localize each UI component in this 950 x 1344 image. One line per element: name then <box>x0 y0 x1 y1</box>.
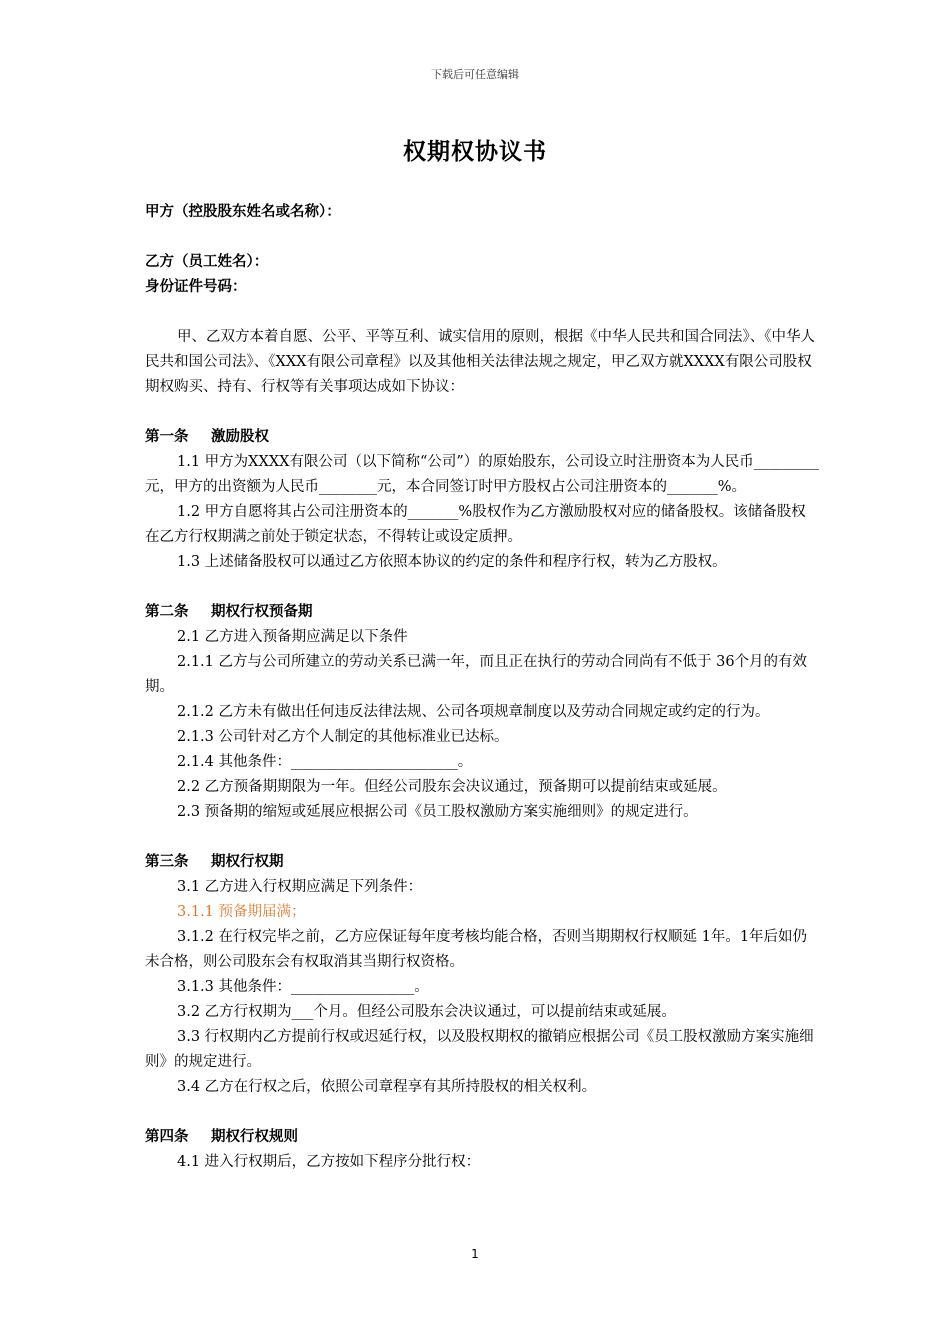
article-heading <box>145 1125 820 1150</box>
document-title: 权期权协议书 <box>403 139 547 165</box>
clause: 3.1.2 在行权完毕之前，乙方应保证每年度考核均能合格，否则当期期权行权顺延 1年。1年后如仍未合格，则公司股东会有权取消其当期行权资格。 <box>145 929 808 970</box>
clause: 2.1.1 乙方与公司所建立的劳动关系已满一年，而且正在执行的劳动合同尚有不低于 36个月的有效期。 <box>145 654 808 695</box>
clause: 2.1.3 公司针对乙方个人制定的其他标准业已达标。 <box>177 729 509 745</box>
article-heading <box>145 600 820 625</box>
clause: 3.4 乙方在行权之后，依照公司章程享有其所持股权的相关权利。 <box>177 1079 597 1095</box>
article-number: 第四条 <box>145 1129 189 1145</box>
preamble: 甲、乙双方本着自愿、公平、平等互利、诚实信用的原则，根据《中华人民共和国合同法》、《中华人民共和国公司法》、《XXX有限公司章程》以及其他相关法律法规之规定，甲乙双方就XXXX有限公司股权期权购买、持有、行权等有关事项达成如下协议： <box>145 329 815 395</box>
header-note: 下载后可任意编辑 <box>431 68 519 81</box>
party-b-label: 乙方（员工姓名）： <box>145 254 269 270</box>
article-heading <box>145 850 820 875</box>
document-body <box>145 200 820 1175</box>
clause: 3.3 行权期内乙方提前行权或迟延行权，以及股权期权的撤销应根据公司《员工股权激励方案实施细则》的规定进行。 <box>145 1029 814 1070</box>
clause: 1.1 甲方为XXXX有限公司（以下简称“公司”）的原始股东，公司设立时注册资本为人民币_________元，甲方的出资额为人民币________元，本合同签订时甲方股权占公司注册资本的_______%。 <box>145 454 820 495</box>
clause: 2.1.2 乙方未有做出任何违反法律法规、公司各项规章制度以及劳动合同规定或约定的行为。 <box>177 704 770 720</box>
id-number-label: 身份证件号码： <box>145 279 247 295</box>
article-title: 激励股权 <box>211 429 269 445</box>
clause-highlighted: 3.1.1 预备期届满； <box>177 904 306 920</box>
clause: 4.1 进入行权期后，乙方按如下程序分批行权： <box>177 1154 481 1170</box>
article-title: 期权行权规则 <box>211 1129 298 1145</box>
clause: 1.3 上述储备股权可以通过乙方依照本协议的约定的条件和程序行权，转为乙方股权。 <box>177 554 727 570</box>
article-title: 期权行权预备期 <box>211 604 313 620</box>
clause: 2.3 预备期的缩短或延展应根据公司《员工股权激励方案实施细则》的规定进行。 <box>177 804 698 820</box>
clause: 3.2 乙方行权期为___个月。但经公司股东会决议通过，可以提前结束或延展。 <box>177 1004 676 1020</box>
clause: 1.2 甲方自愿将其占公司注册资本的_______%股权作为乙方激励股权对应的储备股权。该储备股权在乙方行权期满之前处于锁定状态，不得转让或设定质押。 <box>145 504 806 545</box>
article-number: 第三条 <box>145 854 189 870</box>
article-number: 第二条 <box>145 604 189 620</box>
clause: 2.1 乙方进入预备期应满足以下条件 <box>177 629 408 645</box>
clause: 2.2 乙方预备期期限为一年。但经公司股东会决议通过，预备期可以提前结束或延展。 <box>177 779 727 795</box>
article-number: 第一条 <box>145 429 189 445</box>
party-a-label: 甲方（控股股东姓名或名称）： <box>145 204 341 220</box>
article-heading <box>145 425 820 450</box>
clause: 3.1 乙方进入行权期应满足下列条件： <box>177 879 423 895</box>
clause: 3.1.3 其他条件：_________________。 <box>177 979 429 995</box>
page-number: 1 <box>471 1247 479 1261</box>
clause: 2.1.4 其他条件：_______________________。 <box>177 754 473 770</box>
article-title: 期权行权期 <box>211 854 284 870</box>
